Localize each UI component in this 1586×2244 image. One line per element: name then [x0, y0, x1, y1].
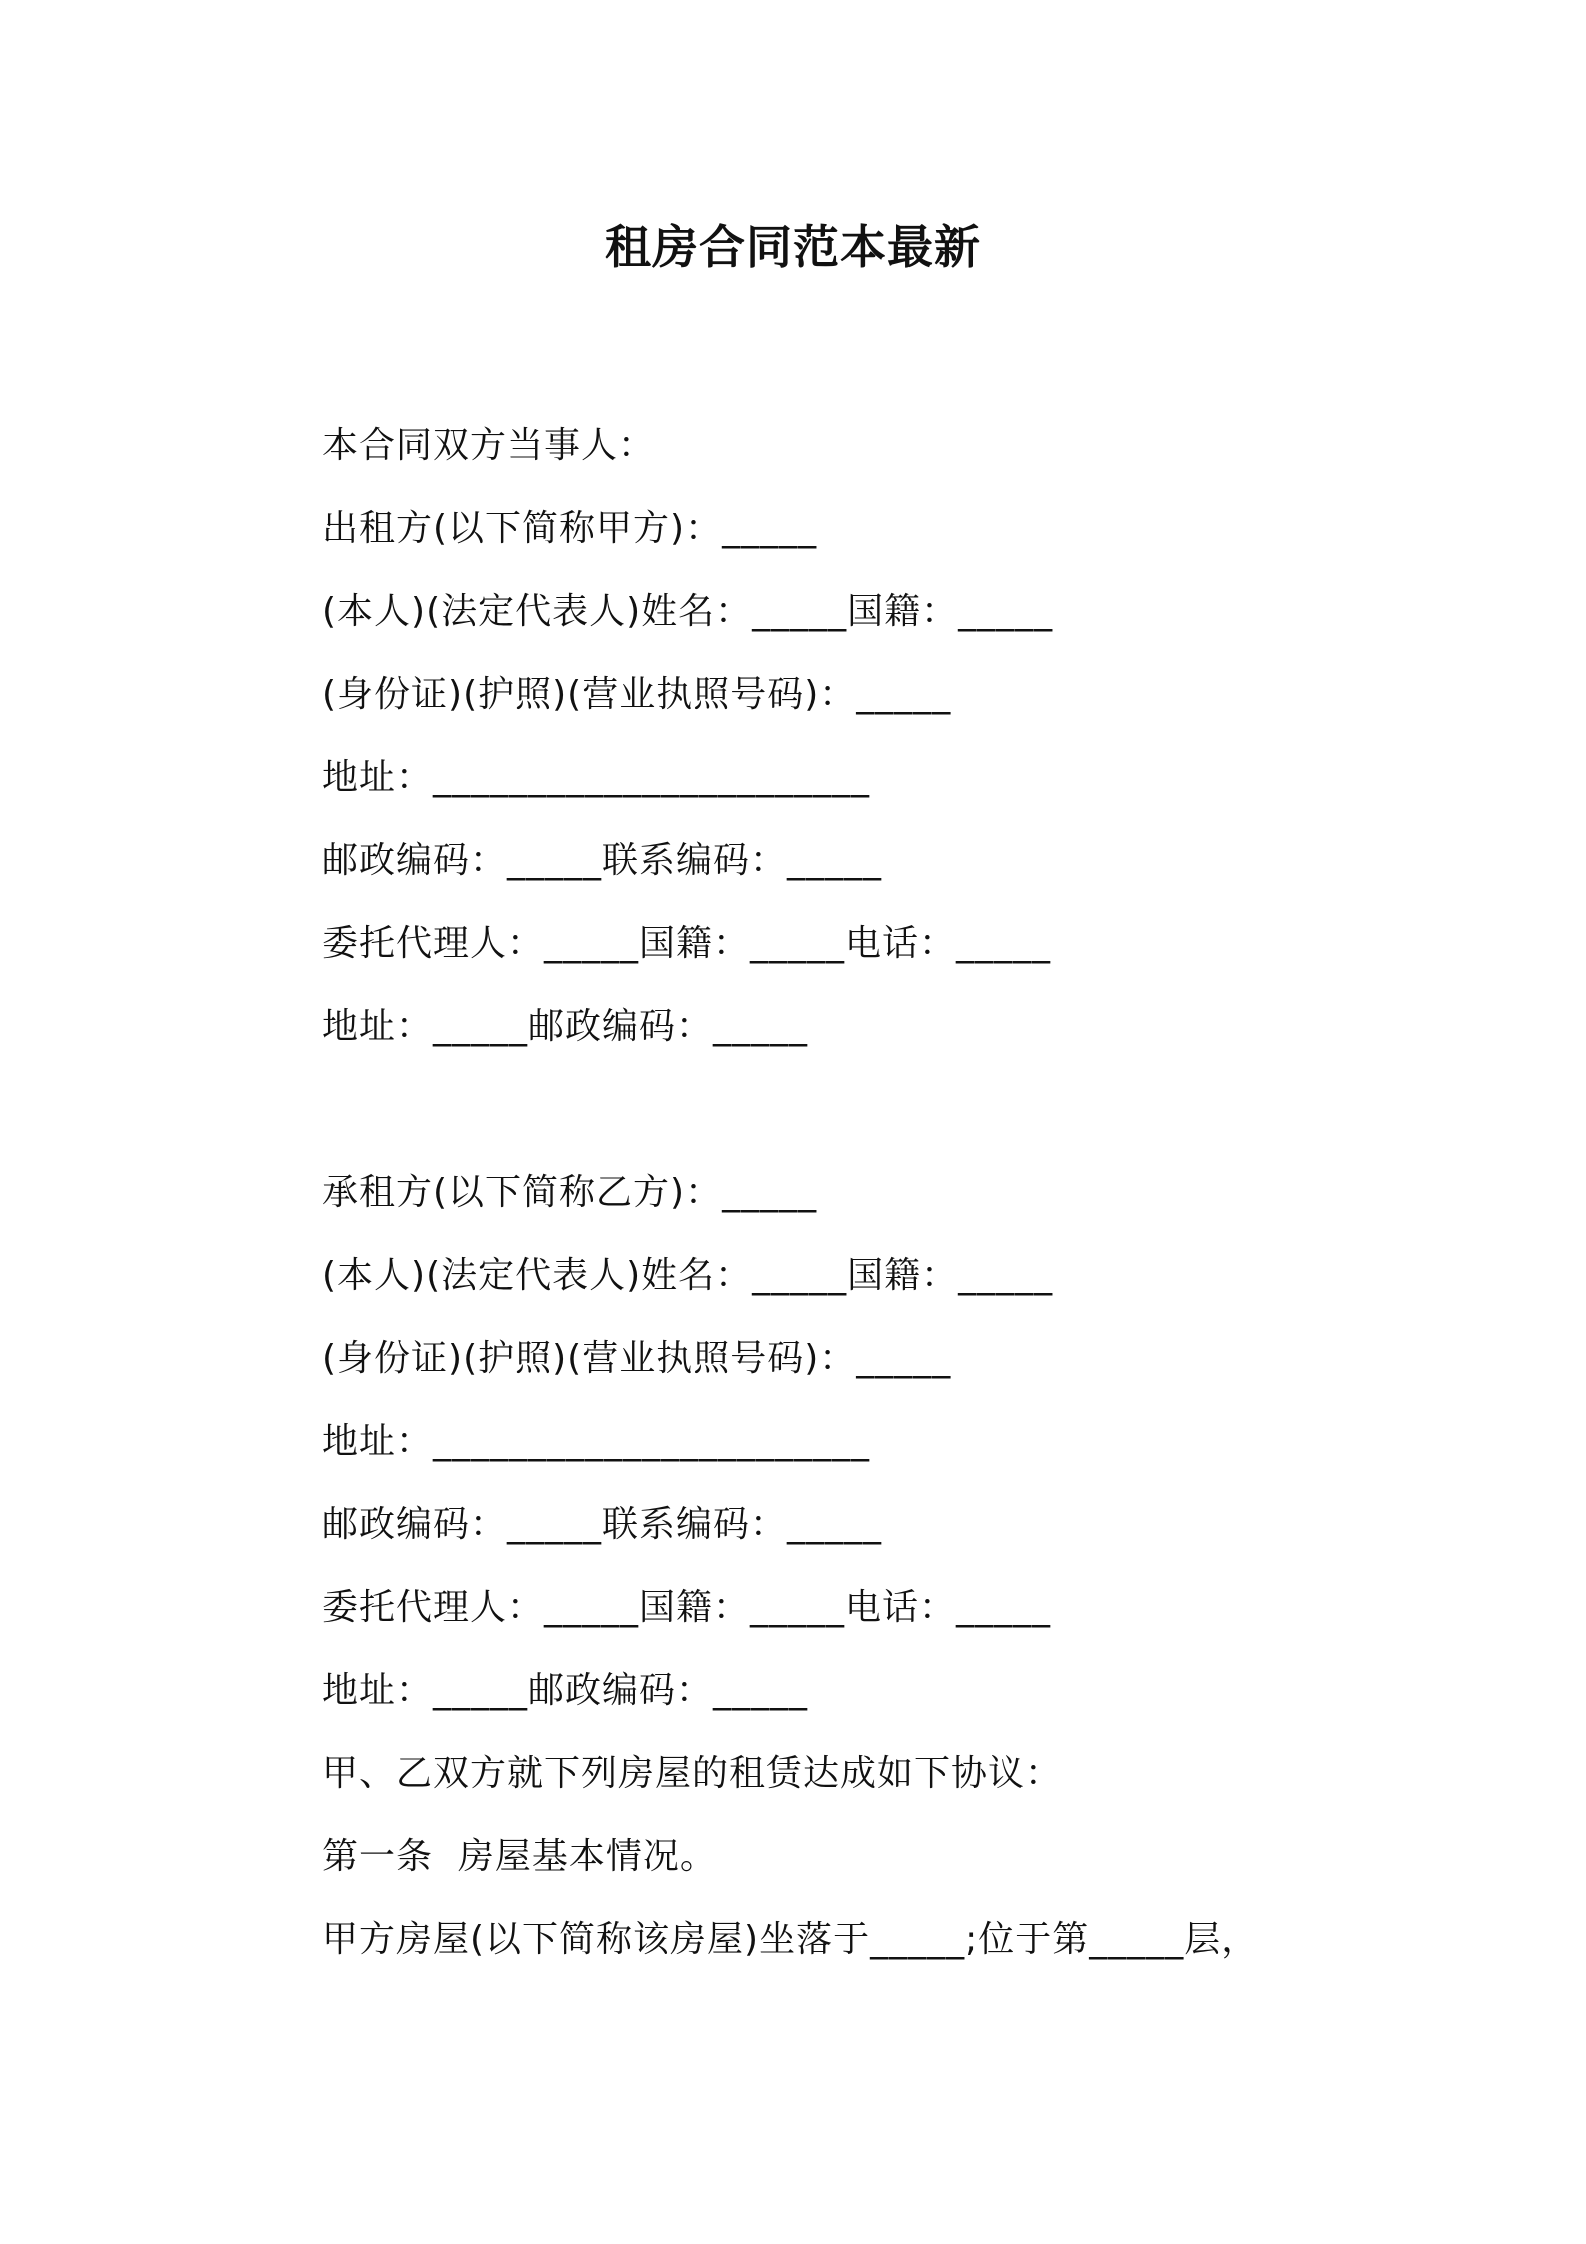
lessor-postal-contact-line: 邮政编码：_____联系编码：_____ [322, 840, 883, 881]
lessee-postal-contact-line: 邮政编码：_____联系编码：_____ [322, 1504, 883, 1545]
article-one-heading: 第一条 房屋基本情况。 [322, 1836, 717, 1877]
lessor-agent-address-line: 地址：_____邮政编码：_____ [322, 1006, 809, 1047]
lessee-agent-address-line: 地址：_____邮政编码：_____ [322, 1670, 809, 1711]
parties-heading: 本合同双方当事人： [322, 425, 656, 466]
lessee-agent-line: 委托代理人：_____国籍：_____电话：_____ [322, 1587, 1052, 1628]
lessor-agent-line: 委托代理人：_____国籍：_____电话：_____ [322, 923, 1052, 964]
property-location-line: 甲方房屋(以下简称该房屋)坐落于_____;位于第_____层， [322, 1919, 1259, 1960]
lessor-id-line: (身份证)(护照)(营业执照号码)：_____ [322, 674, 952, 715]
contract-body [322, 404, 1462, 1981]
section-spacer [322, 1068, 1462, 1151]
lessor-address-line: 地址：_______________________ [322, 757, 871, 798]
lessee-name-nationality-line: (本人)(法定代表人)姓名：_____国籍：_____ [322, 1255, 1054, 1296]
lessee-line: 承租方(以下简称乙方)：_____ [322, 1172, 818, 1213]
document-title: 租房合同范本最新 [605, 220, 981, 274]
lessee-id-line: (身份证)(护照)(营业执照号码)：_____ [322, 1338, 952, 1379]
agreement-intro: 甲、乙双方就下列房屋的租赁达成如下协议： [322, 1753, 1063, 1794]
lessee-address-line: 地址：_______________________ [322, 1421, 871, 1462]
lessor-name-nationality-line: (本人)(法定代表人)姓名：_____国籍：_____ [322, 591, 1054, 632]
lessor-line: 出租方(以下简称甲方)：_____ [322, 508, 818, 549]
